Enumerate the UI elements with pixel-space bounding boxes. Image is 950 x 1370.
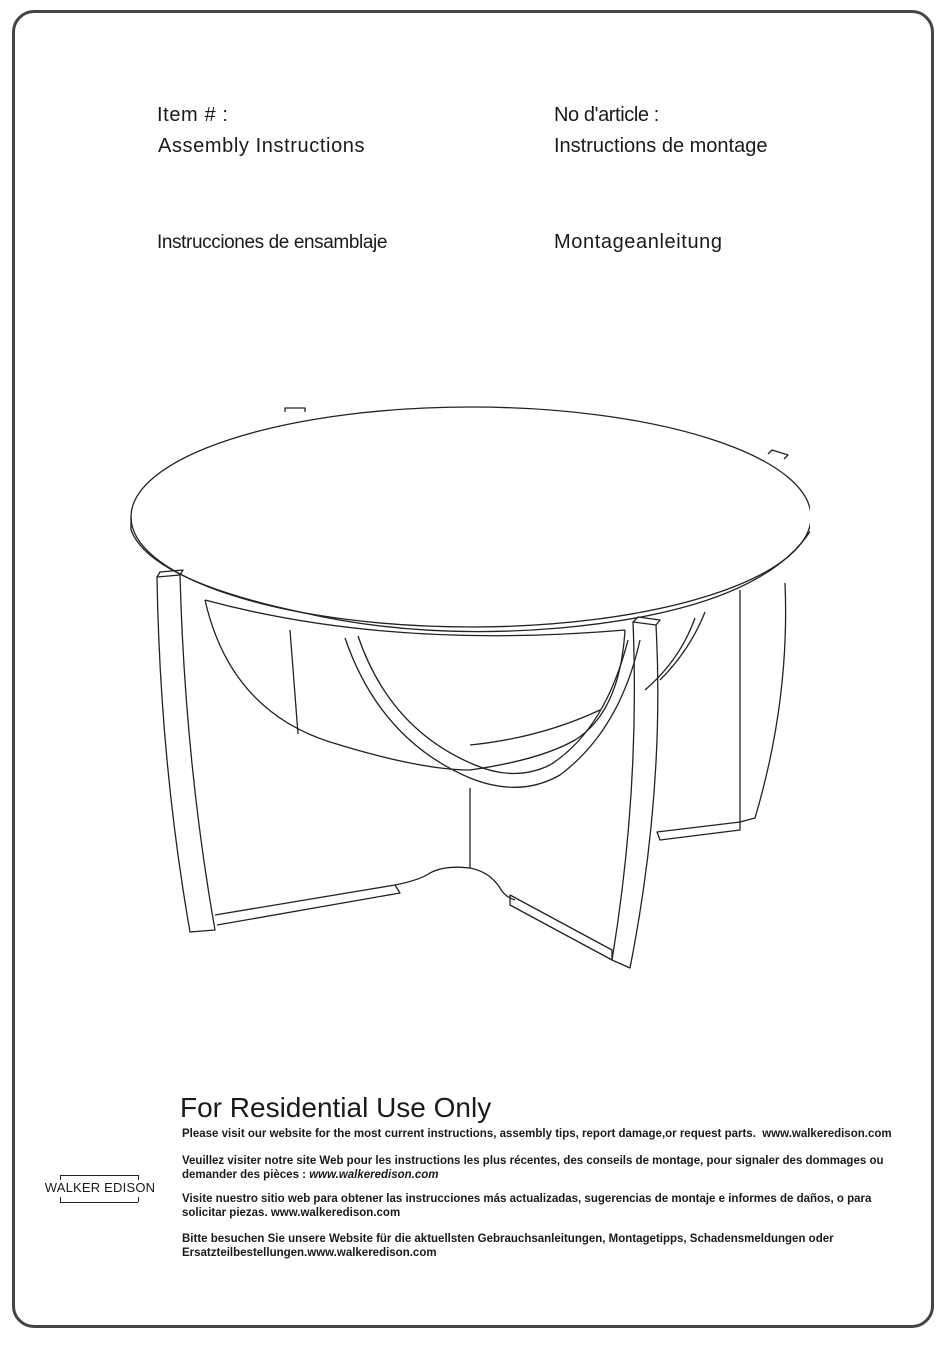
info-text-de: Bitte besuchen Sie unsere Website für die aktuellsten Gebrauchsanleitungen, Montagetipps, Schadensmeldungen oder Ersatzteilbestellungen. [182,1233,834,1259]
website-link-fr[interactable]: www.walkeredison.com [309,1169,439,1181]
assembly-instructions-fr: Instructions de montage [554,135,768,157]
logo-tick [138,1197,139,1202]
info-paragraph-es [182,1192,912,1220]
walker-edison-logo [40,1172,160,1208]
coffee-table-illustration [120,395,810,985]
assembly-instructions-es: Instrucciones de ensamblaje [157,232,388,253]
website-link-de[interactable]: www.walkeredison.com [307,1247,437,1259]
info-text-en: Please visit our website for the most current instructions, assembly tips, report damage,or request parts. [182,1128,756,1140]
arc-band-inner [358,636,628,774]
residential-use-title: For Residential Use Only [180,1092,492,1123]
base-panel-left [215,885,400,925]
tabletop-edge [131,517,810,632]
info-paragraph-fr [182,1154,912,1182]
info-paragraph-en [182,1127,912,1141]
arc-band-back-2 [645,618,695,690]
top-peg-left [285,408,305,412]
info-text-es: Visite nuestro sitio web para obtener las instrucciones más actualizadas, sugerencias de montaje e informes de daños, o para solicitar piezas. [182,1193,872,1219]
center-leg-inner [290,630,298,734]
front-left-leg [157,575,215,932]
tabletop-surface [131,407,810,627]
base-panel-right [510,895,612,960]
assembly-instructions-en: Assembly Instructions [158,135,366,157]
item-number-label-en: Item # : [157,104,229,126]
info-text-fr: Veuillez visiter notre site Web pour les instructions les plus récentes, des conseils de montage, pour signaler des dommages ou demander des pièces : [182,1155,884,1181]
bowl-lower-band [470,710,600,745]
assembly-instructions-de: Montageanleitung [554,231,723,253]
website-link-en[interactable]: www.walkeredison.com [762,1128,892,1140]
website-link-es[interactable]: www.walkeredison.com [270,1207,401,1219]
top-peg-right [768,450,788,459]
back-leg-right [740,583,786,822]
logo-tick [60,1197,61,1202]
item-number-label-fr: No d'article : [554,104,659,126]
logo-top-rule [60,1175,138,1176]
info-paragraph-de [182,1232,912,1260]
back-foot [657,822,740,840]
base-panel-center [395,867,515,900]
logo-bottom-rule [60,1202,138,1203]
logo-text: WALKER EDISON [44,1180,156,1195]
